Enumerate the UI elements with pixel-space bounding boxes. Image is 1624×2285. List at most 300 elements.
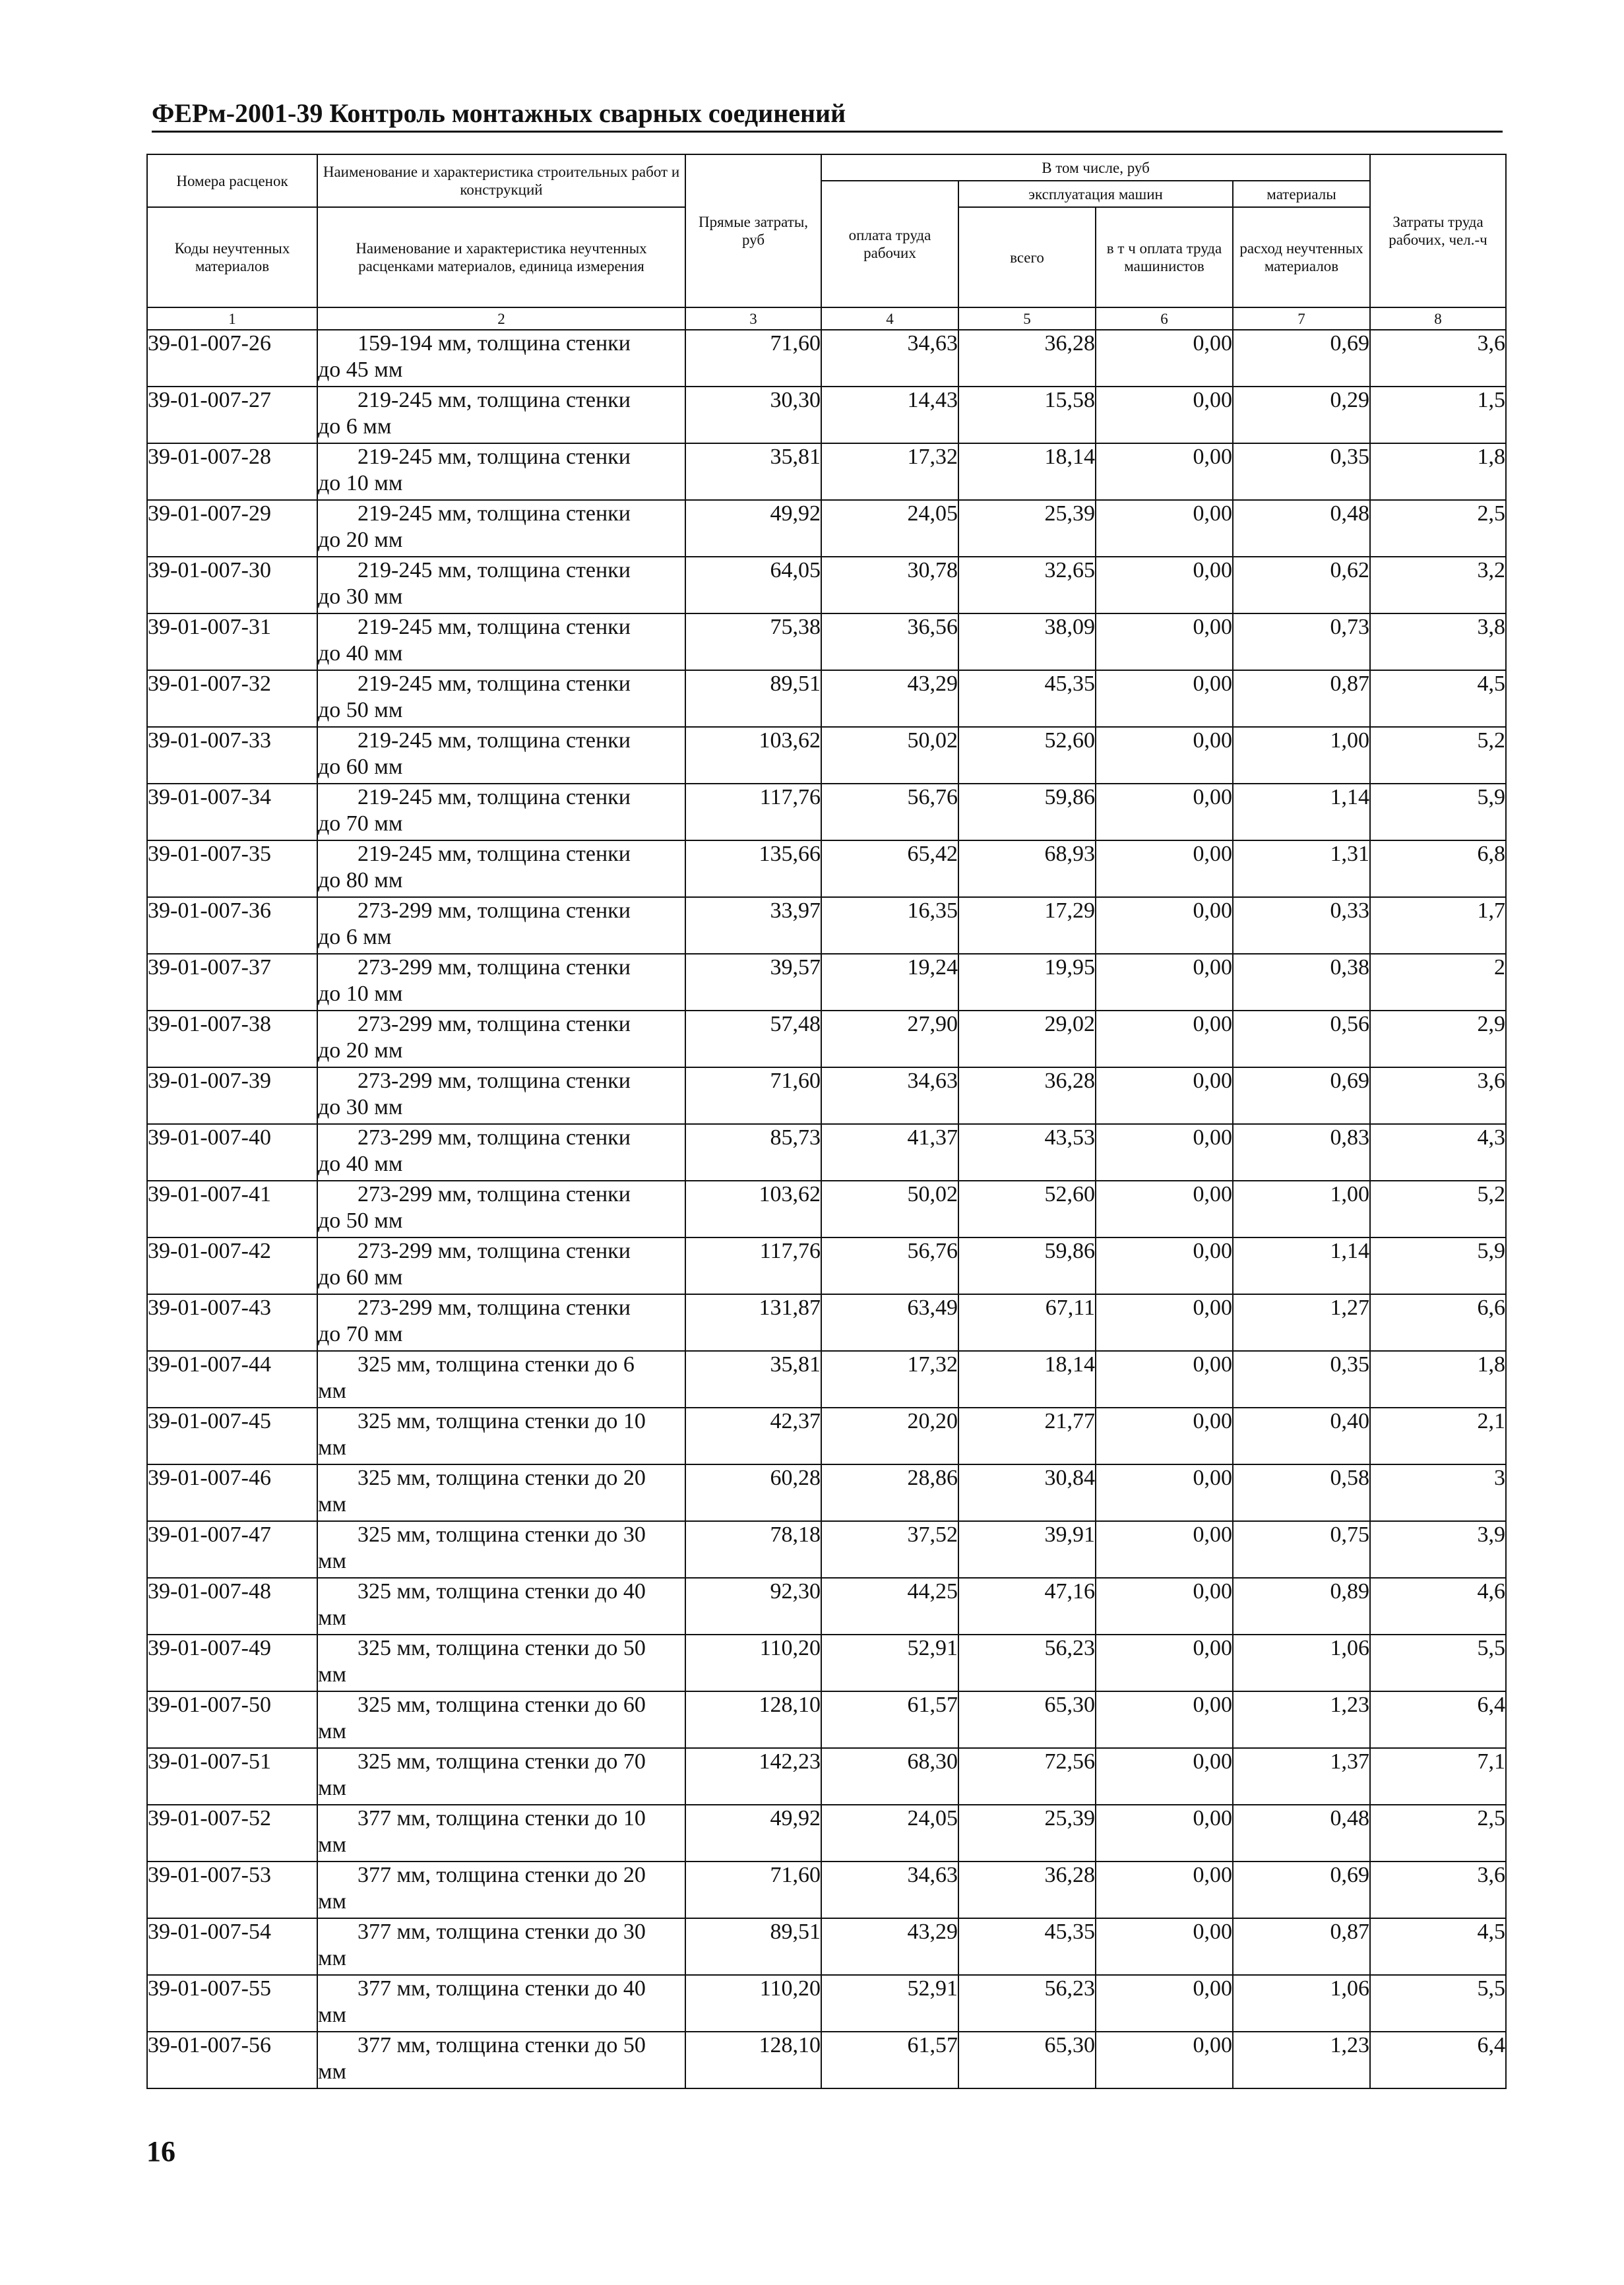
labor-pay-cell: 17,32 [821, 443, 958, 500]
machines-total-cell: 25,39 [958, 1805, 1096, 1862]
materials-cell: 1,27 [1233, 1294, 1370, 1351]
direct-cost-cell: 49,92 [685, 1805, 821, 1862]
machinist-pay-cell: 0,00 [1096, 1691, 1233, 1748]
labor-hours-cell: 1,7 [1370, 897, 1506, 954]
description-line-1: 219-245 мм, толщина стенки [358, 672, 631, 696]
description-line-2: до 10 мм [318, 982, 403, 1006]
page-header: ФЕРм-2001-39 Контроль монтажных сварных соединений [152, 98, 1503, 133]
column-number: 4 [821, 307, 958, 330]
description-line-2: до 60 мм [318, 755, 403, 779]
machinist-pay-cell: 0,00 [1096, 784, 1233, 840]
labor-pay-cell: 17,32 [821, 1351, 958, 1408]
materials-cell: 0,62 [1233, 557, 1370, 613]
rate-code-cell: 39-01-007-46 [147, 1464, 317, 1521]
machinist-pay-cell: 0,00 [1096, 670, 1233, 727]
description-line-2: до 10 мм [318, 471, 403, 495]
machinist-pay-cell: 0,00 [1096, 1124, 1233, 1181]
machinist-pay-cell: 0,00 [1096, 330, 1233, 387]
labor-hours-cell: 6,6 [1370, 1294, 1506, 1351]
machines-total-cell: 19,95 [958, 954, 1096, 1011]
description-line-2: до 70 мм [318, 1322, 403, 1346]
description-line-2: до 30 мм [318, 1095, 403, 1119]
description-line-1: 325 мм, толщина стенки до 70 [358, 1749, 646, 1774]
direct-cost-cell: 71,60 [685, 330, 821, 387]
labor-pay-cell: 56,76 [821, 1237, 958, 1294]
description-line-2: до 45 мм [318, 358, 403, 382]
direct-cost-cell: 71,60 [685, 1067, 821, 1124]
description-line-1: 219-245 мм, толщина стенки [358, 785, 631, 809]
description-line-2: мм [318, 1889, 347, 1914]
table-row [147, 1748, 1506, 1805]
direct-cost-cell: 135,66 [685, 840, 821, 897]
materials-cell: 0,75 [1233, 1521, 1370, 1578]
description-line-1: 219-245 мм, толщина стенки [358, 728, 631, 753]
materials-cell: 0,87 [1233, 1918, 1370, 1975]
description-line-2: мм [318, 1776, 347, 1800]
description-line-1: 219-245 мм, толщина стенки [358, 615, 631, 639]
description-line-1: 273-299 мм, толщина стенки [358, 1239, 631, 1263]
rate-code-cell: 39-01-007-28 [147, 443, 317, 500]
rate-code-cell: 39-01-007-56 [147, 2032, 317, 2088]
work-description-cell [317, 727, 685, 784]
table-row [147, 1635, 1506, 1691]
description-line-1: 325 мм, толщина стенки до 6 [358, 1352, 635, 1377]
rate-code-cell: 39-01-007-38 [147, 1011, 317, 1067]
header-including: В том числе, руб [821, 154, 1370, 181]
description-line-2: до 50 мм [318, 698, 403, 722]
description-line-2: до 20 мм [318, 1038, 403, 1063]
table-row [147, 1521, 1506, 1578]
machines-total-cell: 65,30 [958, 2032, 1096, 2088]
labor-pay-cell: 19,24 [821, 954, 958, 1011]
table-row [147, 727, 1506, 784]
machines-total-cell: 52,60 [958, 1181, 1096, 1237]
work-description-cell [317, 1975, 685, 2032]
rate-code-cell: 39-01-007-43 [147, 1294, 317, 1351]
machinist-pay-cell: 0,00 [1096, 727, 1233, 784]
direct-cost-cell: 142,23 [685, 1748, 821, 1805]
rate-code-cell: 39-01-007-37 [147, 954, 317, 1011]
rate-code-cell: 39-01-007-39 [147, 1067, 317, 1124]
materials-cell: 1,23 [1233, 1691, 1370, 1748]
work-description-cell [317, 500, 685, 557]
work-description-cell [317, 670, 685, 727]
description-line-1: 377 мм, толщина стенки до 40 [358, 1976, 646, 2001]
materials-cell: 1,06 [1233, 1975, 1370, 2032]
column-number: 5 [958, 307, 1096, 330]
table-header [147, 154, 1506, 330]
table-row [147, 1578, 1506, 1635]
labor-pay-cell: 68,30 [821, 1748, 958, 1805]
work-description-cell [317, 557, 685, 613]
header-materials: материалы [1233, 181, 1370, 207]
labor-hours-cell: 5,9 [1370, 784, 1506, 840]
description-line-1: 325 мм, толщина стенки до 10 [358, 1409, 646, 1433]
direct-cost-cell: 128,10 [685, 2032, 821, 2088]
description-line-2: до 60 мм [318, 1265, 403, 1290]
labor-hours-cell: 6,4 [1370, 1691, 1506, 1748]
direct-cost-cell: 71,60 [685, 1862, 821, 1918]
work-description-cell [317, 613, 685, 670]
machines-total-cell: 43,53 [958, 1124, 1096, 1181]
rate-code-cell: 39-01-007-47 [147, 1521, 317, 1578]
header-machinist-pay: в т ч оплата труда машинистов [1096, 207, 1233, 307]
work-description-cell [317, 1464, 685, 1521]
labor-hours-cell: 5,2 [1370, 727, 1506, 784]
labor-pay-cell: 43,29 [821, 1918, 958, 1975]
materials-cell: 0,48 [1233, 1805, 1370, 1862]
work-description-cell [317, 1124, 685, 1181]
machinist-pay-cell: 0,00 [1096, 954, 1233, 1011]
direct-cost-cell: 117,76 [685, 784, 821, 840]
direct-cost-cell: 35,81 [685, 443, 821, 500]
description-line-1: 325 мм, толщина стенки до 40 [358, 1579, 646, 1604]
labor-hours-cell: 2,1 [1370, 1408, 1506, 1464]
work-description-cell [317, 1748, 685, 1805]
direct-cost-cell: 30,30 [685, 387, 821, 443]
labor-hours-cell: 2,9 [1370, 1011, 1506, 1067]
direct-cost-cell: 35,81 [685, 1351, 821, 1408]
labor-hours-cell: 6,4 [1370, 2032, 1506, 2088]
rate-code-cell: 39-01-007-27 [147, 387, 317, 443]
work-description-cell [317, 1635, 685, 1691]
description-line-2: до 50 мм [318, 1208, 403, 1233]
machinist-pay-cell: 0,00 [1096, 500, 1233, 557]
labor-hours-cell: 4,5 [1370, 670, 1506, 727]
table-row [147, 1124, 1506, 1181]
description-line-2: до 6 мм [318, 414, 392, 439]
description-line-1: 325 мм, толщина стенки до 60 [358, 1693, 646, 1717]
table-row [147, 500, 1506, 557]
machines-total-cell: 39,91 [958, 1521, 1096, 1578]
table-row [147, 1408, 1506, 1464]
work-description-cell [317, 1067, 685, 1124]
machines-total-cell: 45,35 [958, 670, 1096, 727]
labor-hours-cell: 3 [1370, 1464, 1506, 1521]
labor-pay-cell: 61,57 [821, 1691, 958, 1748]
materials-cell: 1,23 [1233, 2032, 1370, 2088]
table-row [147, 1294, 1506, 1351]
labor-hours-cell: 1,5 [1370, 387, 1506, 443]
machines-total-cell: 59,86 [958, 784, 1096, 840]
table-row [147, 897, 1506, 954]
table-row [147, 1011, 1506, 1067]
column-number: 3 [685, 307, 821, 330]
labor-pay-cell: 30,78 [821, 557, 958, 613]
labor-hours-cell: 4,6 [1370, 1578, 1506, 1635]
work-description-cell [317, 1351, 685, 1408]
labor-pay-cell: 41,37 [821, 1124, 958, 1181]
header-unaccounted-materials: расход неучтенных материалов [1233, 207, 1370, 307]
machinist-pay-cell: 0,00 [1096, 897, 1233, 954]
labor-pay-cell: 56,76 [821, 784, 958, 840]
machinist-pay-cell: 0,00 [1096, 1918, 1233, 1975]
rate-code-cell: 39-01-007-44 [147, 1351, 317, 1408]
materials-cell: 1,06 [1233, 1635, 1370, 1691]
materials-cell: 0,56 [1233, 1011, 1370, 1067]
description-line-1: 377 мм, толщина стенки до 30 [358, 1920, 646, 1944]
rate-code-cell: 39-01-007-32 [147, 670, 317, 727]
work-description-cell [317, 897, 685, 954]
header-machines-total: всего [958, 207, 1096, 307]
machines-total-cell: 52,60 [958, 727, 1096, 784]
labor-hours-cell: 2,5 [1370, 1805, 1506, 1862]
description-line-2: мм [318, 1549, 347, 1573]
header-work-name: Наименование и характеристика строительных работ и конструкций [317, 154, 685, 207]
machines-total-cell: 17,29 [958, 897, 1096, 954]
rate-code-cell: 39-01-007-53 [147, 1862, 317, 1918]
column-number: 7 [1233, 307, 1370, 330]
description-line-2: мм [318, 1719, 347, 1743]
machinist-pay-cell: 0,00 [1096, 1862, 1233, 1918]
direct-cost-cell: 89,51 [685, 670, 821, 727]
direct-cost-cell: 57,48 [685, 1011, 821, 1067]
rate-code-cell: 39-01-007-30 [147, 557, 317, 613]
labor-pay-cell: 63,49 [821, 1294, 958, 1351]
work-description-cell [317, 1181, 685, 1237]
header-machines: эксплуатация машин [958, 181, 1233, 207]
column-number: 1 [147, 307, 317, 330]
labor-pay-cell: 65,42 [821, 840, 958, 897]
work-description-cell [317, 443, 685, 500]
machines-total-cell: 15,58 [958, 387, 1096, 443]
table-row [147, 613, 1506, 670]
direct-cost-cell: 131,87 [685, 1294, 821, 1351]
description-line-2: до 6 мм [318, 925, 392, 949]
description-line-2: мм [318, 2003, 347, 2027]
materials-cell: 0,69 [1233, 1862, 1370, 1918]
labor-hours-cell: 3,8 [1370, 613, 1506, 670]
materials-cell: 0,35 [1233, 443, 1370, 500]
direct-cost-cell: 33,97 [685, 897, 821, 954]
rate-code-cell: 39-01-007-34 [147, 784, 317, 840]
description-line-2: до 40 мм [318, 641, 403, 666]
materials-cell: 0,38 [1233, 954, 1370, 1011]
table-row [147, 387, 1506, 443]
rate-code-cell: 39-01-007-52 [147, 1805, 317, 1862]
labor-pay-cell: 50,02 [821, 727, 958, 784]
work-description-cell [317, 1011, 685, 1067]
direct-cost-cell: 128,10 [685, 1691, 821, 1748]
materials-cell: 0,29 [1233, 387, 1370, 443]
table-row [147, 330, 1506, 387]
description-line-2: мм [318, 1492, 347, 1517]
direct-cost-cell: 89,51 [685, 1918, 821, 1975]
rate-code-cell: 39-01-007-35 [147, 840, 317, 897]
description-line-1: 159-194 мм, толщина стенки [358, 331, 631, 356]
machinist-pay-cell: 0,00 [1096, 840, 1233, 897]
rate-code-cell: 39-01-007-48 [147, 1578, 317, 1635]
header-material-name: Наименование и характеристика неучтенных расценками материалов, единица измерения [317, 207, 685, 307]
description-line-1: 219-245 мм, толщина стенки [358, 388, 631, 412]
description-line-2: мм [318, 1946, 347, 1970]
description-line-1: 377 мм, толщина стенки до 20 [358, 1863, 646, 1887]
work-description-cell [317, 1294, 685, 1351]
description-line-2: мм [318, 1379, 347, 1403]
rate-code-cell: 39-01-007-40 [147, 1124, 317, 1181]
machines-total-cell: 32,65 [958, 557, 1096, 613]
labor-hours-cell: 2,5 [1370, 500, 1506, 557]
description-line-1: 325 мм, толщина стенки до 30 [358, 1522, 646, 1547]
description-line-1: 273-299 мм, толщина стенки [358, 1125, 631, 1150]
labor-pay-cell: 24,05 [821, 500, 958, 557]
machinist-pay-cell: 0,00 [1096, 1067, 1233, 1124]
direct-cost-cell: 103,62 [685, 1181, 821, 1237]
machinist-pay-cell: 0,00 [1096, 1578, 1233, 1635]
work-description-cell [317, 1578, 685, 1635]
machines-total-cell: 65,30 [958, 1691, 1096, 1748]
description-line-1: 325 мм, толщина стенки до 50 [358, 1636, 646, 1660]
direct-cost-cell: 64,05 [685, 557, 821, 613]
rate-code-cell: 39-01-007-42 [147, 1237, 317, 1294]
machines-total-cell: 68,93 [958, 840, 1096, 897]
rate-code-cell: 39-01-007-26 [147, 330, 317, 387]
machines-total-cell: 59,86 [958, 1237, 1096, 1294]
machines-total-cell: 56,23 [958, 1635, 1096, 1691]
table-row [147, 840, 1506, 897]
materials-cell: 0,35 [1233, 1351, 1370, 1408]
direct-cost-cell: 85,73 [685, 1124, 821, 1181]
table-row [147, 1181, 1506, 1237]
labor-hours-cell: 3,9 [1370, 1521, 1506, 1578]
machines-total-cell: 72,56 [958, 1748, 1096, 1805]
machinist-pay-cell: 0,00 [1096, 443, 1233, 500]
machines-total-cell: 21,77 [958, 1408, 1096, 1464]
table-row [147, 1862, 1506, 1918]
description-line-1: 273-299 мм, толщина стенки [358, 1296, 631, 1320]
description-line-2: до 30 мм [318, 584, 403, 609]
work-description-cell [317, 1918, 685, 1975]
rate-code-cell: 39-01-007-41 [147, 1181, 317, 1237]
materials-cell: 0,33 [1233, 897, 1370, 954]
column-number: 2 [317, 307, 685, 330]
labor-pay-cell: 34,63 [821, 330, 958, 387]
machines-total-cell: 18,14 [958, 443, 1096, 500]
labor-hours-cell: 3,6 [1370, 330, 1506, 387]
work-description-cell [317, 1862, 685, 1918]
machinist-pay-cell: 0,00 [1096, 1408, 1233, 1464]
work-description-cell [317, 1805, 685, 1862]
machinist-pay-cell: 0,00 [1096, 2032, 1233, 2088]
table-row [147, 1464, 1506, 1521]
work-description-cell [317, 784, 685, 840]
materials-cell: 1,00 [1233, 727, 1370, 784]
rate-code-cell: 39-01-007-33 [147, 727, 317, 784]
table-row [147, 1975, 1506, 2032]
header-direct-costs: Прямые затраты, руб [685, 154, 821, 307]
labor-pay-cell: 52,91 [821, 1975, 958, 2032]
labor-hours-cell: 3,2 [1370, 557, 1506, 613]
description-line-1: 273-299 мм, толщина стенки [358, 955, 631, 980]
materials-cell: 1,14 [1233, 784, 1370, 840]
direct-cost-cell: 49,92 [685, 500, 821, 557]
column-number-row [147, 307, 1506, 330]
machinist-pay-cell: 0,00 [1096, 1464, 1233, 1521]
work-description-cell [317, 2032, 685, 2088]
work-description-cell [317, 954, 685, 1011]
description-line-2: до 70 мм [318, 811, 403, 836]
description-line-2: мм [318, 1832, 347, 1857]
work-description-cell [317, 1691, 685, 1748]
rate-code-cell: 39-01-007-55 [147, 1975, 317, 2032]
work-description-cell [317, 330, 685, 387]
machinist-pay-cell: 0,00 [1096, 613, 1233, 670]
labor-hours-cell: 3,6 [1370, 1067, 1506, 1124]
machinist-pay-cell: 0,00 [1096, 1748, 1233, 1805]
labor-pay-cell: 37,52 [821, 1521, 958, 1578]
table-row [147, 954, 1506, 1011]
machinist-pay-cell: 0,00 [1096, 1181, 1233, 1237]
labor-pay-cell: 16,35 [821, 897, 958, 954]
rate-code-cell: 39-01-007-54 [147, 1918, 317, 1975]
labor-pay-cell: 34,63 [821, 1862, 958, 1918]
direct-cost-cell: 92,30 [685, 1578, 821, 1635]
materials-cell: 1,37 [1233, 1748, 1370, 1805]
labor-pay-cell: 27,90 [821, 1011, 958, 1067]
labor-hours-cell: 5,2 [1370, 1181, 1506, 1237]
materials-cell: 0,73 [1233, 613, 1370, 670]
labor-hours-cell: 1,8 [1370, 443, 1506, 500]
description-line-1: 377 мм, толщина стенки до 50 [358, 2033, 646, 2057]
rate-code-cell: 39-01-007-31 [147, 613, 317, 670]
labor-hours-cell: 1,8 [1370, 1351, 1506, 1408]
table-row [147, 1918, 1506, 1975]
labor-hours-cell: 6,8 [1370, 840, 1506, 897]
table-row [147, 784, 1506, 840]
labor-hours-cell: 4,3 [1370, 1124, 1506, 1181]
materials-cell: 1,14 [1233, 1237, 1370, 1294]
description-line-2: до 20 мм [318, 528, 403, 552]
machinist-pay-cell: 0,00 [1096, 1635, 1233, 1691]
machines-total-cell: 45,35 [958, 1918, 1096, 1975]
materials-cell: 0,40 [1233, 1408, 1370, 1464]
materials-cell: 1,31 [1233, 840, 1370, 897]
description-line-2: мм [318, 1606, 347, 1630]
rate-code-cell: 39-01-007-29 [147, 500, 317, 557]
machines-total-cell: 36,28 [958, 1862, 1096, 1918]
machinist-pay-cell: 0,00 [1096, 1521, 1233, 1578]
machines-total-cell: 29,02 [958, 1011, 1096, 1067]
page-number: 16 [146, 2135, 175, 2168]
table-row [147, 2032, 1506, 2088]
description-line-1: 273-299 мм, толщина стенки [358, 1012, 631, 1036]
labor-hours-cell: 7,1 [1370, 1748, 1506, 1805]
machines-total-cell: 38,09 [958, 613, 1096, 670]
labor-pay-cell: 43,29 [821, 670, 958, 727]
rate-code-cell: 39-01-007-49 [147, 1635, 317, 1691]
description-line-2: мм [318, 1662, 347, 1687]
materials-cell: 0,89 [1233, 1578, 1370, 1635]
machines-total-cell: 18,14 [958, 1351, 1096, 1408]
rate-code-cell: 39-01-007-50 [147, 1691, 317, 1748]
description-line-1: 219-245 мм, толщина стенки [358, 842, 631, 866]
rate-code-cell: 39-01-007-51 [147, 1748, 317, 1805]
description-line-1: 273-299 мм, толщина стенки [358, 898, 631, 923]
rate-code-cell: 39-01-007-45 [147, 1408, 317, 1464]
machinist-pay-cell: 0,00 [1096, 557, 1233, 613]
labor-pay-cell: 61,57 [821, 2032, 958, 2088]
description-line-2: мм [318, 2059, 347, 2084]
work-description-cell [317, 840, 685, 897]
machines-total-cell: 47,16 [958, 1578, 1096, 1635]
labor-pay-cell: 34,63 [821, 1067, 958, 1124]
labor-hours-cell: 3,6 [1370, 1862, 1506, 1918]
work-description-cell [317, 1521, 685, 1578]
column-number: 8 [1370, 307, 1506, 330]
header-rate-number: Номера расценок [147, 154, 317, 207]
table-row [147, 1067, 1506, 1124]
header-material-codes: Коды неучтенных материалов [147, 207, 317, 307]
